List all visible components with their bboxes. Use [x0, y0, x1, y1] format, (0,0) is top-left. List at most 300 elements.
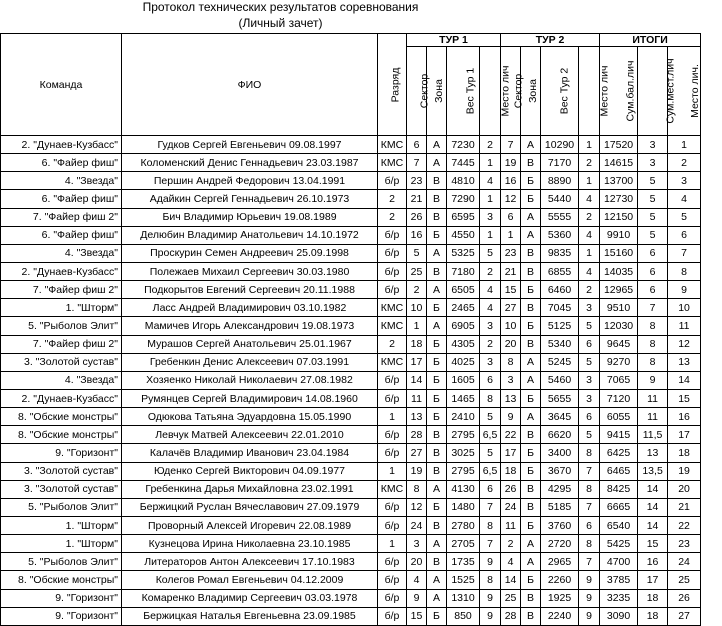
- cell-weight1: 4810: [447, 172, 480, 190]
- header-zone1-label: Зона: [432, 79, 445, 103]
- cell-team: 2. "Дунаев-Кузбасс": [1, 262, 122, 280]
- cell-zone2: В: [521, 607, 541, 625]
- cell-weight1: 2795: [447, 426, 480, 444]
- cell-place2: 2: [579, 281, 600, 299]
- cell-rank: б/р: [378, 516, 407, 534]
- cell-zone2: Б: [521, 444, 541, 462]
- cell-place1: 8: [480, 516, 501, 534]
- cell-team: 3. "Золотой сустав": [1, 462, 122, 480]
- cell-weight2: 5655: [541, 389, 579, 407]
- header-sector2-label: Сектор: [512, 73, 525, 109]
- cell-sum-places: 5: [638, 226, 668, 244]
- cell-rank: 1: [378, 462, 407, 480]
- cell-zone1: В: [427, 516, 447, 534]
- cell-sum-points: 14615: [600, 154, 638, 172]
- header-sector1-label: Сектор: [418, 73, 431, 109]
- cell-team: 4. "Звезда": [1, 244, 122, 262]
- cell-place2: 7: [579, 553, 600, 571]
- cell-zone1: Б: [427, 607, 447, 625]
- cell-sector1: 8: [407, 480, 427, 498]
- cell-sum-points: 12030: [600, 317, 638, 335]
- table-row: [1, 535, 701, 553]
- cell-zone2: В: [521, 498, 541, 516]
- cell-sum-places: 18: [638, 589, 668, 607]
- cell-zone1: А: [427, 317, 447, 335]
- cell-sector1: 5: [407, 244, 427, 262]
- cell-team: 6. "Файер фиш": [1, 154, 122, 172]
- cell-weight1: 6505: [447, 281, 480, 299]
- cell-sum-places: 8: [638, 353, 668, 371]
- cell-sector1: 19: [407, 462, 427, 480]
- cell-place2: 3: [579, 299, 600, 317]
- cell-fio: Юденко Сергей Викторович 04.09.1977: [122, 462, 378, 480]
- cell-weight2: 10290: [541, 136, 579, 154]
- cell-rank: КМС: [378, 299, 407, 317]
- header-tour2: ТУР 2: [501, 34, 600, 47]
- cell-sector2: 12: [501, 190, 521, 208]
- cell-sector1: 15: [407, 607, 427, 625]
- cell-place-total: 23: [668, 535, 701, 553]
- cell-weight1: 7445: [447, 154, 480, 172]
- cell-sum-places: 14: [638, 498, 668, 516]
- cell-zone1: Б: [427, 353, 447, 371]
- cell-place2: 9: [579, 589, 600, 607]
- cell-sum-places: 13,5: [638, 462, 668, 480]
- cell-zone1: Б: [427, 408, 447, 426]
- cell-zone1: А: [427, 136, 447, 154]
- cell-team: 5. "Рыболов Элит": [1, 553, 122, 571]
- cell-sector2: 10: [501, 317, 521, 335]
- table-row: [1, 571, 701, 589]
- cell-sum-places: 18: [638, 607, 668, 625]
- header-team: Команда: [1, 34, 122, 136]
- table-row: [1, 480, 701, 498]
- cell-sector1: 20: [407, 553, 427, 571]
- cell-sum-points: 13700: [600, 172, 638, 190]
- cell-sum-places: 3: [638, 136, 668, 154]
- cell-fio: Полежаев Михаил Сергеевич 30.03.1980: [122, 262, 378, 280]
- cell-zone2: Б: [521, 462, 541, 480]
- cell-weight2: 4295: [541, 480, 579, 498]
- cell-place-total: 13: [668, 353, 701, 371]
- cell-place1: 6,5: [480, 462, 501, 480]
- header-sum-places-label: Сум.мест.лич: [664, 58, 677, 124]
- cell-fio: Делюбин Владимир Анатольевич 14.10.1972: [122, 226, 378, 244]
- cell-place2: 1: [579, 136, 600, 154]
- cell-sector1: 11: [407, 389, 427, 407]
- cell-weight2: 5440: [541, 190, 579, 208]
- header-weight1: [447, 47, 480, 136]
- cell-team: 7. "Файер фиш 2": [1, 281, 122, 299]
- cell-team: 9. "Горизонт": [1, 589, 122, 607]
- cell-rank: б/р: [378, 553, 407, 571]
- cell-place1: 4: [480, 299, 501, 317]
- cell-sum-places: 5: [638, 172, 668, 190]
- table-row: [1, 353, 701, 371]
- cell-sector2: 11: [501, 516, 521, 534]
- table-row: [1, 589, 701, 607]
- cell-place-total: 2: [668, 154, 701, 172]
- cell-place2: 5: [579, 353, 600, 371]
- results-body: [1, 136, 701, 626]
- cell-sum-places: 15: [638, 535, 668, 553]
- cell-place1: 4: [480, 172, 501, 190]
- cell-zone2: Б: [521, 571, 541, 589]
- cell-weight2: 5460: [541, 371, 579, 389]
- header-rank: [378, 34, 407, 136]
- cell-sum-places: 13: [638, 444, 668, 462]
- cell-weight1: 2410: [447, 408, 480, 426]
- cell-sector2: 17: [501, 444, 521, 462]
- cell-zone2: В: [521, 299, 541, 317]
- cell-sum-points: 5425: [600, 535, 638, 553]
- cell-place1: 2: [480, 335, 501, 353]
- table-row: [1, 444, 701, 462]
- cell-fio: Калачёв Владимир Иванович 23.04.1984: [122, 444, 378, 462]
- cell-weight2: 5125: [541, 317, 579, 335]
- table-row: [1, 607, 701, 625]
- cell-place-total: 21: [668, 498, 701, 516]
- cell-sector2: 14: [501, 571, 521, 589]
- cell-sector1: 21: [407, 190, 427, 208]
- cell-zone1: Б: [427, 226, 447, 244]
- cell-sum-places: 5: [638, 208, 668, 226]
- cell-rank: б/р: [378, 281, 407, 299]
- table-row: [1, 317, 701, 335]
- cell-weight1: 1605: [447, 371, 480, 389]
- header-zone2-label: Зона: [526, 79, 539, 103]
- cell-fio: Проскурин Семен Андреевич 25.09.1998: [122, 244, 378, 262]
- cell-fio: Одюкова Татьяна Эдуардовна 15.05.1990: [122, 408, 378, 426]
- cell-sum-places: 16: [638, 553, 668, 571]
- cell-sum-points: 15160: [600, 244, 638, 262]
- cell-place-total: 9: [668, 281, 701, 299]
- header-fio: ФИО: [122, 34, 378, 136]
- cell-sum-points: 12150: [600, 208, 638, 226]
- cell-sum-points: 12730: [600, 190, 638, 208]
- cell-place1: 6,5: [480, 426, 501, 444]
- cell-sector1: 12: [407, 498, 427, 516]
- cell-place1: 9: [480, 607, 501, 625]
- cell-fio: Литераторов Антон Алексеевич 17.10.1983: [122, 553, 378, 571]
- cell-place2: 7: [579, 462, 600, 480]
- cell-zone2: А: [521, 535, 541, 553]
- table-row: [1, 208, 701, 226]
- cell-zone2: Б: [521, 389, 541, 407]
- cell-team: 3. "Золотой сустав": [1, 480, 122, 498]
- cell-zone1: А: [427, 154, 447, 172]
- cell-place-total: 27: [668, 607, 701, 625]
- cell-fio: Левчук Матвей Алексеевич 22.01.2010: [122, 426, 378, 444]
- cell-fio: Гребенкина Дарья Михайловна 23.02.1991: [122, 480, 378, 498]
- cell-weight2: 6460: [541, 281, 579, 299]
- table-row: [1, 335, 701, 353]
- cell-sector2: 22: [501, 426, 521, 444]
- cell-sum-points: 7120: [600, 389, 638, 407]
- cell-sector1: 24: [407, 516, 427, 534]
- header-place2: [579, 47, 611, 136]
- cell-sum-places: 6: [638, 244, 668, 262]
- cell-sector2: 26: [501, 480, 521, 498]
- cell-zone2: В: [521, 262, 541, 280]
- cell-place2: 2: [579, 208, 600, 226]
- cell-sector2: 2: [501, 535, 521, 553]
- table-row: [1, 426, 701, 444]
- cell-sector1: 7: [407, 154, 427, 172]
- cell-weight2: 8890: [541, 172, 579, 190]
- cell-zone1: А: [427, 589, 447, 607]
- table-row: [1, 516, 701, 534]
- cell-fio: Бержицкий Руслан Вячеславович 27.09.1979: [122, 498, 378, 516]
- cell-sector1: 4: [407, 571, 427, 589]
- cell-place1: 3: [480, 353, 501, 371]
- cell-weight1: 1735: [447, 553, 480, 571]
- cell-sum-points: 9510: [600, 299, 638, 317]
- cell-zone1: В: [427, 553, 447, 571]
- cell-sector1: 16: [407, 226, 427, 244]
- cell-fio: Комаренко Владимир Сергеевич 03.03.1978: [122, 589, 378, 607]
- cell-weight2: 9835: [541, 244, 579, 262]
- cell-sector1: 10: [407, 299, 427, 317]
- cell-team: 9. "Горизонт": [1, 444, 122, 462]
- cell-place-total: 19: [668, 462, 701, 480]
- cell-sum-points: 6540: [600, 516, 638, 534]
- cell-sum-places: 11: [638, 389, 668, 407]
- cell-fio: Гудков Сергей Евгеньевич 09.08.1997: [122, 136, 378, 154]
- cell-fio: Румянцев Сергей Владимирович 14.08.1960: [122, 389, 378, 407]
- cell-zone1: А: [427, 281, 447, 299]
- cell-sum-points: 6425: [600, 444, 638, 462]
- cell-sector2: 21: [501, 262, 521, 280]
- cell-team: 8. "Обские монстры": [1, 571, 122, 589]
- cell-sector2: 23: [501, 244, 521, 262]
- cell-place2: 5: [579, 426, 600, 444]
- cell-place1: 8: [480, 571, 501, 589]
- table-row: [1, 408, 701, 426]
- cell-team: 7. "Файер фиш 2": [1, 208, 122, 226]
- header-weight2: [541, 47, 579, 136]
- cell-team: 6. "Файер фиш": [1, 226, 122, 244]
- cell-zone1: А: [427, 244, 447, 262]
- cell-weight1: 4130: [447, 480, 480, 498]
- cell-rank: 2: [378, 208, 407, 226]
- cell-zone1: Б: [427, 389, 447, 407]
- cell-zone1: Б: [427, 498, 447, 516]
- cell-rank: б/р: [378, 426, 407, 444]
- cell-sum-points: 9645: [600, 335, 638, 353]
- header-sector1: [407, 47, 431, 136]
- cell-weight1: 850: [447, 607, 480, 625]
- cell-weight1: 3025: [447, 444, 480, 462]
- cell-sum-points: 6465: [600, 462, 638, 480]
- cell-place2: 5: [579, 317, 600, 335]
- cell-sum-places: 11,5: [638, 426, 668, 444]
- cell-sector1: 1: [407, 317, 427, 335]
- cell-sector2: 13: [501, 389, 521, 407]
- cell-zone1: А: [427, 571, 447, 589]
- cell-weight1: 6905: [447, 317, 480, 335]
- cell-team: 9. "Горизонт": [1, 607, 122, 625]
- cell-fio: Ласс Андрей Владимирович 03.10.1982: [122, 299, 378, 317]
- cell-rank: КМС: [378, 353, 407, 371]
- cell-team: 7. "Файер фиш 2": [1, 335, 122, 353]
- cell-rank: 1: [378, 535, 407, 553]
- cell-place-total: 10: [668, 299, 701, 317]
- cell-place2: 2: [579, 154, 600, 172]
- cell-zone1: Б: [427, 335, 447, 353]
- cell-fio: Колегов Ромал Евгеньевич 04.12.2009: [122, 571, 378, 589]
- header-sum-points-label: Сум.бал.лич: [624, 60, 637, 122]
- cell-team: 1. "Шторм": [1, 535, 122, 553]
- cell-rank: 2: [378, 190, 407, 208]
- cell-place2: 4: [579, 190, 600, 208]
- cell-weight1: 1480: [447, 498, 480, 516]
- cell-place-total: 20: [668, 480, 701, 498]
- cell-zone1: А: [427, 480, 447, 498]
- cell-sum-places: 8: [638, 335, 668, 353]
- cell-place2: 8: [579, 444, 600, 462]
- cell-weight1: 7180: [447, 262, 480, 280]
- cell-zone1: А: [427, 535, 447, 553]
- cell-place2: 8: [579, 480, 600, 498]
- cell-team: 2. "Дунаев-Кузбасс": [1, 136, 122, 154]
- cell-place2: 6: [579, 335, 600, 353]
- cell-team: 4. "Звезда": [1, 371, 122, 389]
- table-row: [1, 462, 701, 480]
- cell-weight2: 5245: [541, 353, 579, 371]
- cell-place1: 5: [480, 444, 501, 462]
- page-subtitle: (Личный зачет): [238, 16, 323, 30]
- cell-zone2: Б: [521, 190, 541, 208]
- cell-place2: 3: [579, 371, 600, 389]
- cell-sector2: 15: [501, 281, 521, 299]
- cell-place2: 4: [579, 262, 600, 280]
- cell-rank: б/р: [378, 389, 407, 407]
- table-row: [1, 389, 701, 407]
- cell-place2: 3: [579, 389, 600, 407]
- cell-sector1: 27: [407, 444, 427, 462]
- cell-sum-places: 17: [638, 571, 668, 589]
- cell-sum-points: 9270: [600, 353, 638, 371]
- cell-place-total: 24: [668, 553, 701, 571]
- cell-sum-places: 9: [638, 371, 668, 389]
- cell-place-total: 14: [668, 371, 701, 389]
- cell-sum-places: 8: [638, 317, 668, 335]
- cell-sector2: 6: [501, 208, 521, 226]
- table-row: [1, 553, 701, 571]
- cell-sum-places: 5: [638, 190, 668, 208]
- cell-sector2: 16: [501, 172, 521, 190]
- cell-place-total: 22: [668, 516, 701, 534]
- header-place1: [480, 47, 512, 136]
- cell-place-total: 17: [668, 426, 701, 444]
- cell-weight1: 4550: [447, 226, 480, 244]
- cell-team: 4. "Звезда": [1, 172, 122, 190]
- cell-place-total: 1: [668, 136, 701, 154]
- cell-weight1: 2705: [447, 535, 480, 553]
- cell-zone2: В: [521, 154, 541, 172]
- cell-sector2: 1: [501, 226, 521, 244]
- cell-place1: 1: [480, 226, 501, 244]
- cell-place1: 3: [480, 208, 501, 226]
- cell-zone1: В: [427, 426, 447, 444]
- cell-place1: 2: [480, 262, 501, 280]
- cell-sum-points: 6055: [600, 408, 638, 426]
- cell-team: 8. "Обские монстры": [1, 426, 122, 444]
- cell-sector1: 9: [407, 589, 427, 607]
- cell-sum-places: 3: [638, 154, 668, 172]
- header-rank-label: Разряд: [389, 67, 402, 102]
- cell-place1: 5: [480, 244, 501, 262]
- cell-sum-places: 14: [638, 480, 668, 498]
- cell-sector2: 19: [501, 154, 521, 172]
- cell-sector1: 18: [407, 335, 427, 353]
- cell-place1: 3: [480, 317, 501, 335]
- cell-sum-places: 6: [638, 262, 668, 280]
- cell-sector1: 25: [407, 262, 427, 280]
- cell-sum-points: 3235: [600, 589, 638, 607]
- cell-place-total: 3: [668, 172, 701, 190]
- cell-sector1: 17: [407, 353, 427, 371]
- cell-weight1: 4305: [447, 335, 480, 353]
- cell-sum-points: 9415: [600, 426, 638, 444]
- cell-rank: б/р: [378, 262, 407, 280]
- cell-place1: 9: [480, 553, 501, 571]
- cell-sector2: 3: [501, 371, 521, 389]
- cell-rank: КМС: [378, 136, 407, 154]
- cell-place2: 4: [579, 226, 600, 244]
- cell-sector2: 25: [501, 589, 521, 607]
- cell-weight1: 1525: [447, 571, 480, 589]
- cell-fio: Хозяенко Николай Николаевич 27.08.1982: [122, 371, 378, 389]
- cell-sector2: 24: [501, 498, 521, 516]
- table-row: [1, 299, 701, 317]
- cell-sum-points: 9910: [600, 226, 638, 244]
- cell-zone2: А: [521, 553, 541, 571]
- cell-place-total: 15: [668, 389, 701, 407]
- cell-weight1: 7290: [447, 190, 480, 208]
- cell-place-total: 5: [668, 208, 701, 226]
- cell-place2: 7: [579, 498, 600, 516]
- cell-fio: Мамичев Игорь Александрович 19.08.1973: [122, 317, 378, 335]
- cell-place1: 6: [480, 480, 501, 498]
- cell-sector2: 28: [501, 607, 521, 625]
- cell-weight2: 5360: [541, 226, 579, 244]
- cell-place-total: 12: [668, 335, 701, 353]
- cell-place1: 7: [480, 535, 501, 553]
- cell-sector2: 20: [501, 335, 521, 353]
- cell-zone2: А: [521, 208, 541, 226]
- cell-team: 6. "Файер фиш": [1, 190, 122, 208]
- cell-zone1: Б: [427, 371, 447, 389]
- cell-weight1: 7230: [447, 136, 480, 154]
- table-row: [1, 226, 701, 244]
- cell-sum-points: 12965: [600, 281, 638, 299]
- header-place1-label: Место лич: [499, 65, 512, 117]
- cell-zone2: А: [521, 371, 541, 389]
- cell-place-total: 18: [668, 444, 701, 462]
- cell-weight2: 3670: [541, 462, 579, 480]
- cell-sum-places: 11: [638, 408, 668, 426]
- cell-fio: Бич Владимир Юрьевич 19.08.1989: [122, 208, 378, 226]
- cell-zone2: Б: [521, 317, 541, 335]
- cell-rank: б/р: [378, 498, 407, 516]
- cell-sector1: 3: [407, 535, 427, 553]
- cell-zone2: Б: [521, 172, 541, 190]
- cell-sum-points: 17520: [600, 136, 638, 154]
- cell-weight2: 3645: [541, 408, 579, 426]
- cell-zone1: В: [427, 444, 447, 462]
